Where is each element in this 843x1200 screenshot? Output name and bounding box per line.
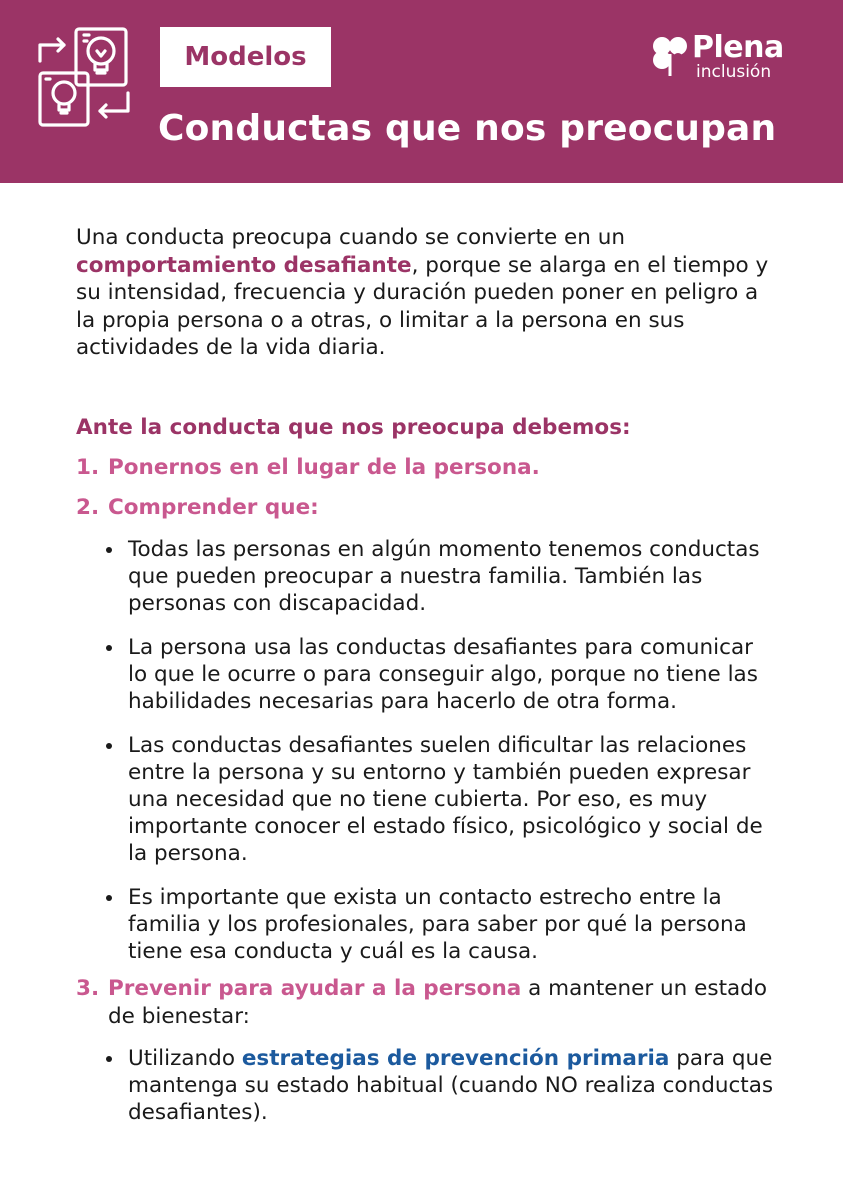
brand-logo xyxy=(650,30,790,84)
brand-subtitle: inclusión xyxy=(696,62,772,82)
list-item xyxy=(76,634,776,715)
list-item-highlight: estrategias de prevención primaria xyxy=(241,1045,670,1071)
list-item xyxy=(76,884,776,965)
list-item xyxy=(76,1045,776,1126)
list-item-text: Las conductas desafiantes suelen dificultar las relaciones entre la persona y su entorno y también pueden expresar una necesidad que no tiene cubierta. Por eso, es muy importante conocer el estado físico, psicológico y social de la persona. xyxy=(128,732,763,866)
intro-paragraph xyxy=(76,224,776,362)
section-tag: Modelos xyxy=(160,27,331,87)
step-text: a mantener un estado de bienestar: xyxy=(108,975,767,1029)
list-item-text: La persona usa las conductas desafiantes para comunicar lo que le ocurre o para conseguir algo, porque no tiene las habilidades necesarias para hacerlo de otra forma. xyxy=(128,634,758,714)
list-item xyxy=(76,732,776,867)
lightbulb-swap-icon xyxy=(34,25,134,129)
section-heading: Ante la conducta que nos preocupa debemos: xyxy=(76,414,631,440)
intro-text-start: Una conducta preocupa cuando se convierte en un xyxy=(76,225,625,250)
main-content xyxy=(76,224,776,1143)
step-number: 2. xyxy=(76,494,100,520)
brand-name: Plena xyxy=(692,30,784,65)
step-1 xyxy=(76,454,776,482)
list-item xyxy=(76,536,776,617)
bullet-icon xyxy=(106,645,112,651)
clover-logo-icon xyxy=(650,34,690,78)
step-number: 3. xyxy=(76,975,100,1001)
page-title: Conductas que nos preocupan xyxy=(158,108,777,149)
list-item-text: Todas las personas en algún momento tenemos conductas que pueden preocupar a nuestra familia. También las personas con discapacidad. xyxy=(128,536,760,616)
step-2-bullet-list xyxy=(76,536,776,965)
step-title: Ponernos en el lugar de la persona. xyxy=(108,454,540,480)
step-number: 1. xyxy=(76,454,100,480)
bullet-icon xyxy=(106,743,112,749)
bullet-icon xyxy=(106,895,112,901)
step-title: Comprender que: xyxy=(108,494,319,520)
step-2 xyxy=(76,494,776,522)
list-item-text-end: para que mantenga su estado habitual (cuando NO realiza conductas desafiantes). xyxy=(128,1045,774,1125)
intro-highlight: comportamiento desafiante xyxy=(76,252,412,278)
list-item-text: Es importante que exista un contacto estrecho entre la familia y los profesionales, para saber por qué la persona tiene esa conducta y cuál es la causa. xyxy=(128,884,747,964)
step-3-bullet-list xyxy=(76,1045,776,1126)
intro-text-end: , porque se alarga en el tiempo y su intensidad, frecuencia y duración pueden poner en peligro a la propia persona o a otras, o limitar a la persona en sus actividades de la vida diaria. xyxy=(76,252,769,360)
bullet-icon xyxy=(106,1056,112,1062)
step-title: Prevenir para ayudar a la persona xyxy=(108,975,522,1001)
step-3 xyxy=(76,975,776,1031)
bullet-icon xyxy=(106,547,112,553)
header-banner xyxy=(0,0,843,183)
list-item-text-start: Utilizando xyxy=(128,1045,242,1071)
